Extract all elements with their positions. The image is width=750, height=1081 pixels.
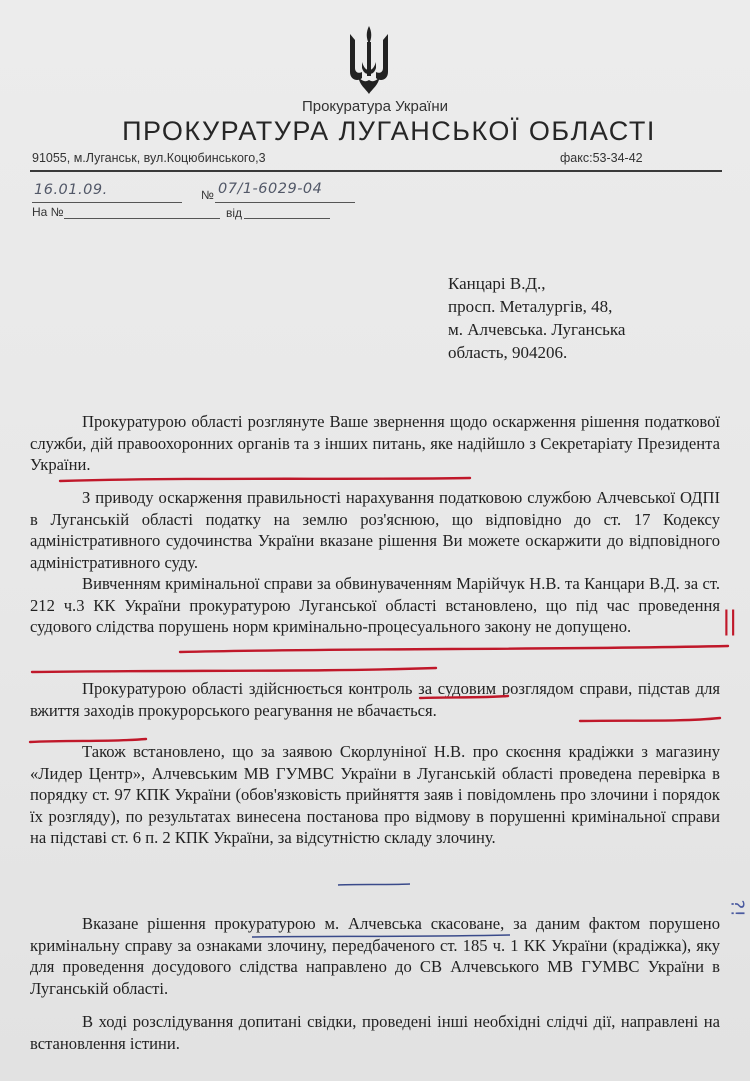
recipient-block <box>448 272 625 364</box>
margin-note: || <box>722 606 736 636</box>
number-prefix: № <box>201 188 214 202</box>
body-paragraph-2: З приводу оскарження правильності нарахування податковою службою Алчевської ОДПІ в Луганській області податку на землю роз'яснюю, що відповідно до ст. 17 Кодексу адміністративного судочинства України вказане рішення Ви можете оскаржити до відповідного адміністративного суду. <box>30 488 720 572</box>
body-paragraph-6: Вказане рішення прокуратурою м. Алчевська скасоване, за даним фактом порушено кримінальну справу за ознаками злочину, передбаченого ст. 185 ч. 1 КК України (крадіжка), яку для проведення досудового слідства направлено до СВ Алчевського МВ ГУМВС України в Луганській області. <box>30 914 720 998</box>
reply-to-underline <box>64 218 220 219</box>
side-note: ?! <box>726 899 748 918</box>
ministry-name: Прокуратура України <box>301 98 449 115</box>
office-fax: факс:53-34-42 <box>560 151 643 165</box>
office-title: ПРОКУРАТУРА ЛУГАНСЬКОЇ ОБЛАСТІ <box>122 116 656 146</box>
red-underline <box>32 668 436 672</box>
from-label: від <box>226 206 243 220</box>
recipient-line: просп. Металургів, 48, <box>448 297 613 316</box>
recipient-line: область, 904206. <box>448 343 568 362</box>
body-paragraph-4: Прокуратурою області здійснюється контроль за судовим розглядом справи, підстав для вжиття заходів прокурорського реагування не вбачається. <box>30 679 720 720</box>
number-underline <box>215 202 355 203</box>
red-underline <box>60 478 470 481</box>
date-underline <box>32 202 182 203</box>
recipient-line: Канцарі В.Д., <box>448 274 546 293</box>
letter-date: 16.01.09. <box>34 182 108 198</box>
from-underline <box>244 218 330 219</box>
header-divider <box>30 170 722 172</box>
coat-of-arms-trident-icon <box>346 24 392 96</box>
office-address: 91055, м.Луганськ, вул.Коцюбинського,3 <box>32 151 266 165</box>
body-paragraph-1: Прокуратурою області розглянуте Ваше звернення щодо оскарження рішення податкової служби, дій правоохоронних органів та з інших питань, яке надійшло з Секретаріату Президента України. <box>30 412 720 475</box>
recipient-line: м. Алчевська. Луганська <box>448 320 626 339</box>
body-paragraph-7: В ході розслідування допитані свідки, проведені інші необхідні слідчі дії, направлені на встановлення істини. <box>30 1012 720 1053</box>
body-paragraph-3: Вивченням кримінальної справи за обвинуваченням Марійчук Н.В. та Канцари В.Д. за ст. 212 ч.3 КК України прокуратурою Луганської області встановлено, що під час проведення судового слідства порушень норм кримінально-процесуального закону не допущено. <box>30 574 720 637</box>
red-underline <box>180 646 728 652</box>
reply-to-label: На № <box>32 205 64 219</box>
blue-underline <box>338 884 410 885</box>
body-paragraph-5: Також встановлено, що за заявою Скорлуніної Н.В. про скоєння крадіжки з магазину «Лидер Центр», Алчевським МВ ГУМВС України в Луганській області проведена перевірка в порядку ст. 97 КПК України (обов'язковість прийняття заяв і повідомлень про злочини і порядок їх розгляду), по результатах винесена постанова про відмову в порушенні кримінальної справи на підставі ст. 6 п. 2 КПК України, за відсутністю складу злочину. <box>30 742 720 848</box>
letter-number: 07/1-6029-04 <box>218 181 323 197</box>
